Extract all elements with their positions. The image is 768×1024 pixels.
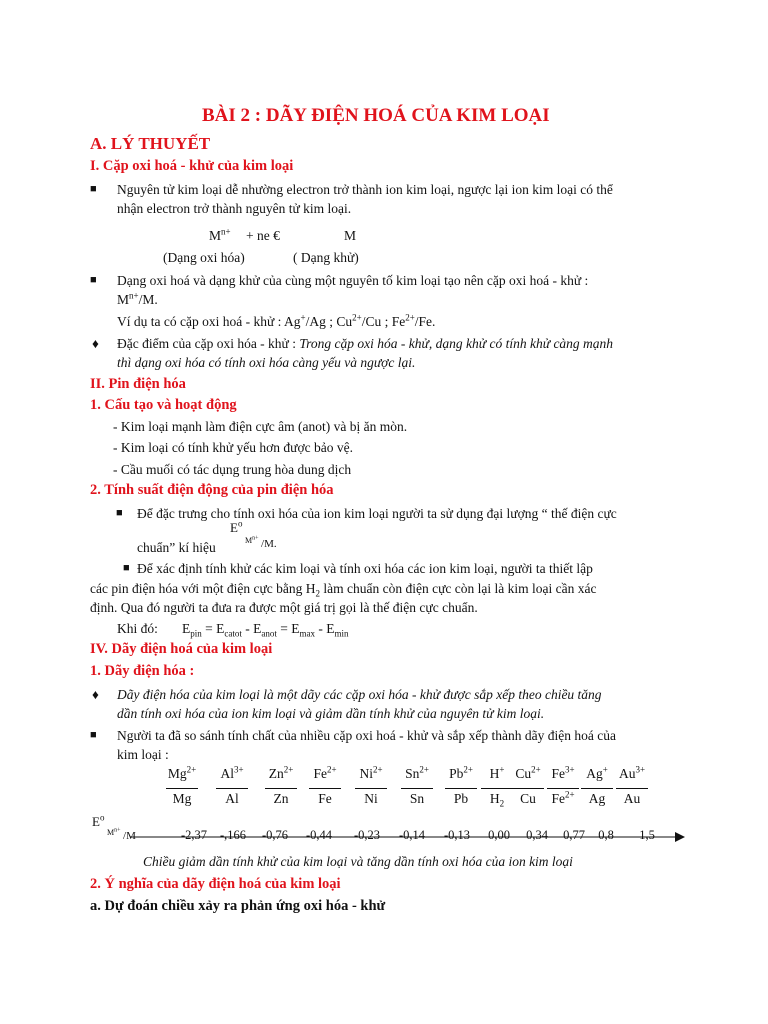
potential-value: 0,77: [563, 828, 585, 842]
ox-symbol: Pb: [449, 766, 464, 781]
axis-potential-symbol: $E^o$: [92, 812, 105, 829]
s2-para2-line3: định. Qua đó người ta đưa ra được một giá trị gọi là thế điện cực chuẩn.: [90, 600, 478, 615]
s4-para1-line1: Dãy điện hóa của kim loại là một dãy các cặp oxi hóa - khử được sắp xếp theo chiều tăng: [117, 687, 602, 702]
red-subscript: 2: [499, 798, 505, 809]
red-symbol: Fe: [551, 791, 565, 806]
series-fraction-line: [481, 788, 513, 789]
section-2-heading: II. Pin điện hóa: [90, 376, 186, 392]
ox-charge: 2+: [463, 764, 473, 775]
ox-charge: 2+: [419, 764, 429, 775]
series-fraction-line: [309, 788, 341, 789]
s2-para2-line2: các pin điện hóa với một điện cực bằng $H_2$ làm chuẩn còn điện cực còn lại là kim loại cần xác: [90, 581, 597, 599]
red-symbol: H: [489, 791, 500, 806]
symbol-slash-m: /M.: [261, 538, 277, 550]
series-fraction-line: [166, 788, 198, 789]
series-fraction-line: [581, 788, 613, 789]
ox-charge: 2+: [283, 764, 294, 775]
red-charge: 2+: [564, 789, 575, 800]
s2-para1-line1: Để đặc trưng cho tính oxi hóa của ion kim loại người ta sử dụng đại lượng “ thế điện cực: [137, 506, 617, 521]
potential-value: -,166: [219, 828, 247, 842]
s1-para2-line2: $M^{n+}/M$.: [117, 290, 158, 307]
series-fraction-line: [512, 788, 544, 789]
page-title: BÀI 2 : DÃY ĐIỆN HOÁ CỦA KIM LOẠI: [202, 105, 550, 126]
ox-charge: 3+: [635, 764, 646, 775]
red-symbol: Sn: [409, 791, 425, 806]
bullet-icon: ♦: [92, 336, 99, 351]
equation-left: $M^{n+}$: [209, 226, 231, 243]
section-2-sub2: 2. Tính suất điện động của pin điện hóa: [90, 482, 334, 498]
ox-charge: +: [602, 764, 608, 775]
s2-para2-line1: Để xác định tính khử các kim loại và tính oxi hóa các ion kim loại, người ta thiết lập: [137, 561, 593, 576]
section-4-sub2a: a. Dự đoán chiều xảy ra phản ứng oxi hóa - khử: [90, 898, 386, 914]
series-fraction-line: [401, 788, 433, 789]
bullet-icon: ♦: [92, 687, 99, 702]
label-reduced-form: ( Dạng khử): [293, 250, 359, 265]
ox-symbol: Mg: [167, 766, 187, 781]
series-fraction-line: [355, 788, 387, 789]
red-symbol: Au: [623, 791, 641, 806]
ox-symbol: Al: [220, 766, 234, 781]
s1-para2-line1: Dạng oxi hoá và dạng khử của cùng một nguyên tố kim loại tạo nên cặp oxi hoá - khử :: [117, 273, 589, 288]
axis-symbol-slash-m: /M: [123, 830, 136, 842]
s1-para3-line1: Đặc điểm của cặp oxi hóa - khử : Trong cặp oxi hóa - khử, dạng khử có tính khử càng mạnh: [117, 336, 614, 351]
ox-charge: +: [499, 764, 505, 775]
label-oxidized-form: (Dạng oxi hóa): [163, 250, 245, 265]
potential-value: 0,8: [598, 828, 614, 842]
potential-value: 1,5: [639, 828, 655, 842]
bullet-icon: ■: [123, 562, 130, 574]
ox-symbol: Ni: [359, 766, 373, 781]
bullet-icon: ■: [90, 729, 97, 741]
red-symbol: Cu: [520, 791, 536, 806]
s4-para2-line2: kim loại :: [117, 747, 169, 762]
standard-potential-symbol: $E^o$: [230, 518, 243, 535]
equation-mid: + ne €: [246, 228, 280, 243]
s1-para3-line2: thì dạng oxi hóa có tính oxi hóa càng yếu và ngược lại.: [117, 355, 416, 370]
red-symbol: Mg: [172, 791, 192, 806]
section-4-heading: IV. Dãy điện hoá của kim loại: [90, 641, 273, 657]
ox-symbol: H: [489, 766, 500, 781]
red-symbol: Pb: [453, 791, 469, 806]
emf-formula: $E_{pin} = E_{catot} - E_{anot} = E_{max} - E_{min}$: [182, 621, 349, 639]
axis-symbol-subscript: $M^{n+}$: [107, 827, 121, 837]
series-fraction-line: [265, 788, 297, 789]
s1-para1-line2: nhận electron trở thành nguyên tử kim loại.: [117, 201, 352, 216]
red-symbol: Ni: [364, 791, 378, 806]
bullet-icon: ■: [116, 507, 123, 519]
section-2-sub1: 1. Cấu tạo và hoạt động: [90, 397, 237, 413]
ox-symbol: Cu: [515, 766, 532, 781]
potential-value: 0,34: [526, 828, 548, 842]
s1-para1-line1: Nguyên tử kim loại dễ nhường electron trở thành ion kim loại, ngược lại ion kim loại có thể: [117, 182, 613, 197]
series-fraction-line: [216, 788, 248, 789]
potential-value: -0,44: [305, 828, 333, 842]
ox-charge: 2+: [186, 764, 197, 775]
potential-value: -0,14: [398, 828, 426, 842]
series-caption: Chiều giảm dần tính khử của kim loại và tăng dần tính oxi hóa của ion kim loại: [143, 854, 573, 869]
section-a-heading: A. LÝ THUYẾT: [90, 134, 211, 153]
s4-para2-line1: Người ta đã so sánh tính chất của nhiều cặp oxi hoá - khử và sắp xếp thành dãy điện hoá của: [117, 728, 616, 743]
ox-charge: 3+: [564, 764, 575, 775]
potential-value: -2,37: [180, 828, 208, 842]
series-fraction-line: [616, 788, 648, 789]
ox-symbol: Au: [618, 766, 636, 781]
khi-do-label: Khi đó:: [117, 621, 158, 636]
series-fraction-line: [445, 788, 477, 789]
ox-symbol: Fe: [551, 766, 565, 781]
s1-example: Ví dụ ta có cặp oxi hoá - khử : Ag+/Ag ; $Cu^{2+}/Cu$ ; $Fe^{2+}/Fe$.: [117, 312, 436, 329]
potential-value: -0,13: [443, 828, 471, 842]
s2-item2: - Kim loại có tính khử yếu hơn được bảo vệ.: [113, 440, 353, 455]
section-4-sub2: 2. Ý nghĩa của dãy điện hoá của kim loại: [90, 876, 341, 892]
ox-charge: 2+: [372, 764, 383, 775]
red-symbol: Ag: [588, 791, 606, 806]
section-1-heading: I. Cặp oxi hoá - khử của kim loại: [90, 158, 294, 174]
section-4-sub1: 1. Dãy điện hóa :: [90, 663, 195, 679]
s2-item1: - Kim loại mạnh làm điện cực âm (anot) và bị ăn mòn.: [113, 419, 408, 434]
potential-value: -0,76: [261, 828, 289, 842]
bullet-icon: ■: [90, 183, 97, 195]
red-symbol: Zn: [273, 791, 289, 806]
ox-symbol: Sn: [405, 766, 420, 781]
potential-value: 0,00: [488, 828, 510, 842]
ox-charge: 2+: [531, 764, 541, 775]
s2-item3: - Cầu muối có tác dụng trung hòa dung dịch: [113, 462, 352, 477]
ox-symbol: Zn: [268, 766, 284, 781]
potential-value: -0,23: [353, 828, 381, 842]
symbol-subscript: $M^{n+}$: [245, 535, 259, 545]
ox-symbol: Fe: [313, 766, 327, 781]
s4-para1-line2: dần tính oxi hóa của ion kim loại và giảm dần tính khử của nguyên tử kim loại.: [117, 706, 545, 721]
red-symbol: Fe: [318, 791, 332, 806]
red-symbol: Al: [225, 791, 239, 806]
bullet-icon: ■: [90, 274, 97, 286]
s2-para1-line2: chuẩn” kí hiệu: [137, 540, 216, 555]
series-reduced-form: [602, 791, 662, 807]
equation-right: M: [344, 228, 357, 243]
ox-symbol: Ag: [586, 766, 603, 781]
series-oxidized-form: [602, 766, 662, 782]
ox-charge: 3+: [233, 764, 244, 775]
ox-charge: 2+: [326, 764, 337, 775]
